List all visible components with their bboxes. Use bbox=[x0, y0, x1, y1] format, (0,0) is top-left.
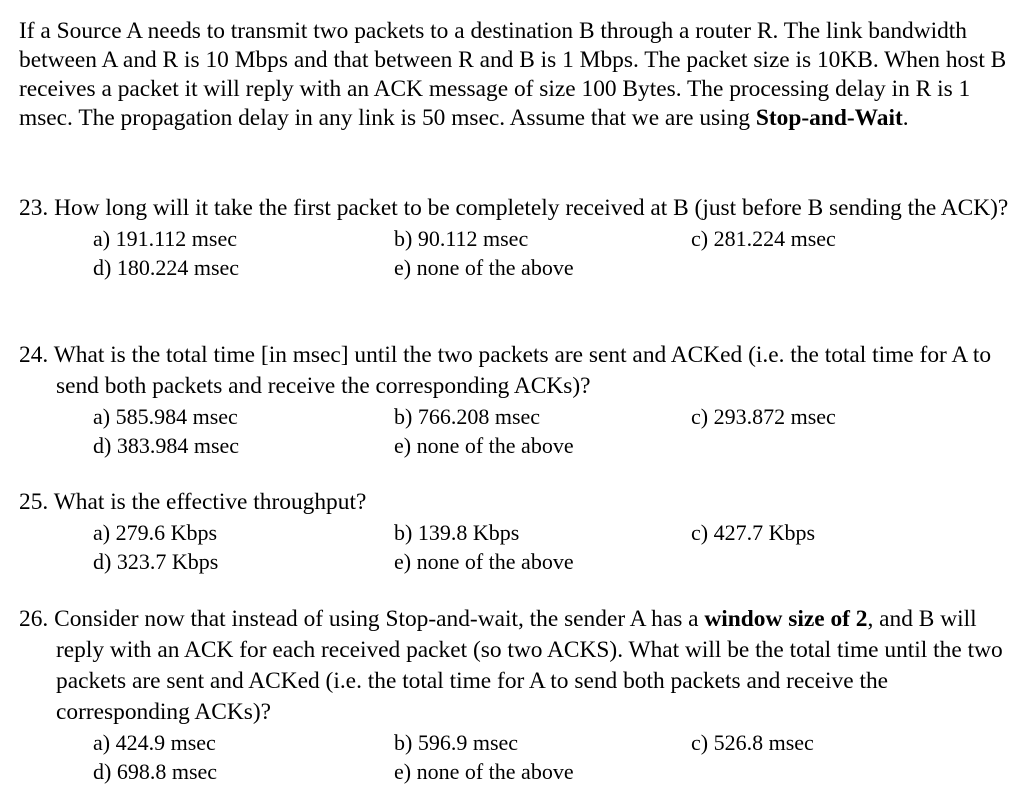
option-e: e) none of the above bbox=[394, 549, 574, 574]
options-row bbox=[93, 402, 1009, 431]
option-d: d) 323.7 Kbps bbox=[93, 549, 219, 574]
answer-options bbox=[93, 728, 1009, 786]
option-d: d) 383.984 msec bbox=[93, 433, 240, 458]
option-a: a) 424.9 msec bbox=[93, 730, 216, 755]
option-a: a) 279.6 Kbps bbox=[93, 520, 218, 545]
question-text bbox=[19, 487, 1009, 518]
options-row bbox=[93, 253, 1009, 282]
question-body: How long will it take the first packet to be completely received at B (just before B sending the ACK)? bbox=[54, 195, 1009, 221]
option-a: a) 191.112 msec bbox=[93, 226, 237, 251]
answer-options bbox=[93, 518, 1009, 576]
option-e: e) none of the above bbox=[394, 433, 574, 458]
option-a: a) 585.984 msec bbox=[93, 404, 238, 429]
question-number: 23. bbox=[19, 195, 49, 221]
options-row bbox=[93, 518, 1009, 547]
option-b: b) 90.112 msec bbox=[394, 226, 529, 251]
option-e: e) none of the above bbox=[394, 759, 574, 784]
option-c: c) 526.8 msec bbox=[691, 730, 814, 755]
question-26 bbox=[19, 604, 1009, 786]
option-d: d) 180.224 msec bbox=[93, 255, 240, 280]
question-body: Consider now that instead of using Stop-and-wait, the sender A has a bbox=[54, 606, 705, 632]
question-body-end: , and B will reply with an ACK for each received packet (so two ACKS). What will be the total time until the two packets are sent and ACKed (i.e. the total time for A to send both packets and receive the corresponding ACKs)? bbox=[56, 606, 1003, 725]
question-25 bbox=[19, 487, 1009, 576]
option-b: b) 766.208 msec bbox=[394, 404, 541, 429]
options-row bbox=[93, 547, 1009, 576]
option-c: c) 427.7 Kbps bbox=[691, 520, 816, 545]
question-body: What is the effective throughput? bbox=[53, 489, 367, 515]
option-b: b) 139.8 Kbps bbox=[394, 520, 520, 545]
problem-statement-text: If a Source A needs to transmit two packets to a destination B through a router R. The link bandwidth between A and R is 10 Mbps and that between R and B is 1 Mbps. The packet size is 10KB. When host B receives a packet it will reply with an ACK message of size 100 Bytes. The processing delay in R is 1 msec. The propagation delay in any link is 50 msec. Assume that we are using bbox=[19, 18, 1007, 131]
question-text bbox=[19, 193, 1009, 224]
options-row bbox=[93, 431, 1009, 460]
question-23 bbox=[19, 193, 1009, 282]
question-body-bold: window size of 2 bbox=[704, 606, 868, 632]
option-e: e) none of the above bbox=[394, 255, 574, 280]
question-text bbox=[19, 340, 1009, 402]
question-number: 26. bbox=[19, 606, 49, 632]
question-number: 25. bbox=[19, 489, 49, 515]
option-c: c) 293.872 msec bbox=[691, 404, 836, 429]
question-body: What is the total time [in msec] until the two packets are sent and ACKed (i.e. the total time for A to send both packets and receive the corresponding ACKs)? bbox=[53, 342, 992, 399]
options-row bbox=[93, 728, 1009, 757]
question-number: 24. bbox=[19, 342, 49, 368]
problem-statement-end: . bbox=[902, 105, 909, 131]
option-c: c) 281.224 msec bbox=[691, 226, 836, 251]
answer-options bbox=[93, 402, 1009, 460]
question-24 bbox=[19, 340, 1009, 460]
options-row bbox=[93, 224, 1009, 253]
option-d: d) 698.8 msec bbox=[93, 759, 218, 784]
answer-options bbox=[93, 224, 1009, 282]
option-b: b) 596.9 msec bbox=[394, 730, 519, 755]
problem-statement bbox=[19, 17, 1009, 133]
problem-statement-bold: Stop-and-Wait bbox=[755, 105, 903, 131]
options-row bbox=[93, 757, 1009, 786]
question-text bbox=[19, 604, 1009, 728]
